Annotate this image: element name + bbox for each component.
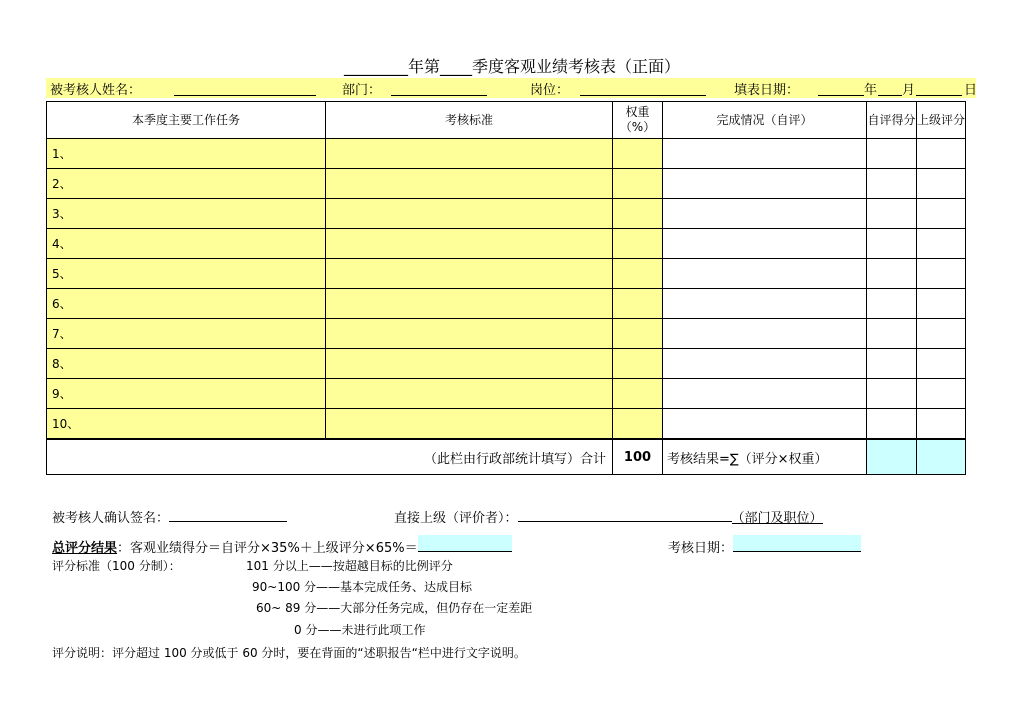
month-label: 月: [902, 83, 916, 98]
form-title: [0, 54, 1024, 77]
self-score-cell[interactable]: [867, 199, 917, 229]
self-score-cell[interactable]: [867, 319, 917, 349]
month-field[interactable]: [878, 80, 902, 96]
weight-cell[interactable]: [613, 379, 663, 409]
self-score-cell[interactable]: [867, 289, 917, 319]
header-weight: 权重（%）: [613, 102, 663, 139]
self-score-cell[interactable]: [867, 349, 917, 379]
standard-cell[interactable]: [326, 199, 613, 229]
confirm-signature-field[interactable]: [169, 505, 287, 522]
standard-cell[interactable]: [326, 139, 613, 169]
weight-cell[interactable]: [613, 169, 663, 199]
task-cell[interactable]: 7、: [47, 319, 326, 349]
standard-item-2: 90~100 分——基本完成任务、达成目标: [252, 580, 473, 594]
completion-cell[interactable]: [663, 319, 867, 349]
completion-cell[interactable]: [663, 289, 867, 319]
confirm-signature-line: [52, 505, 287, 526]
supervisor-score-cell[interactable]: [917, 379, 966, 409]
title-text: 年第____季度客观业绩考核表（正面）: [407, 57, 680, 76]
standard-cell[interactable]: [326, 379, 613, 409]
scoring-note: 评分说明：评分超过 100 分或低于 60 分时，要在背面的“述职报告“栏中进行文字说明。: [52, 646, 526, 660]
completion-cell[interactable]: [663, 139, 867, 169]
supervisor-score-cell[interactable]: [917, 199, 966, 229]
date-label: 填表日期：: [734, 83, 800, 98]
total-result-field[interactable]: [418, 535, 512, 552]
supervisor-score-cell[interactable]: [917, 229, 966, 259]
standard-cell[interactable]: [326, 319, 613, 349]
info-bar: [46, 78, 976, 98]
self-score-cell[interactable]: [867, 379, 917, 409]
table-row: [47, 229, 966, 259]
completion-cell[interactable]: [663, 409, 867, 440]
review-date-label: 考核日期：: [668, 541, 734, 556]
result-supervisor-score-cell[interactable]: [917, 439, 966, 475]
completion-cell[interactable]: [663, 169, 867, 199]
task-cell[interactable]: 10、: [47, 409, 326, 440]
task-cell[interactable]: 1、: [47, 139, 326, 169]
weight-cell[interactable]: [613, 409, 663, 440]
header-supervisor-score: 上级评分: [917, 102, 966, 139]
result-label: 考核结果=∑（评分×权重）: [663, 439, 867, 475]
table-row: [47, 289, 966, 319]
year-blank: ________: [343, 57, 408, 76]
dept-field[interactable]: [391, 80, 487, 96]
supervisor-score-cell[interactable]: [917, 169, 966, 199]
task-cell[interactable]: 2、: [47, 169, 326, 199]
task-cell[interactable]: 3、: [47, 199, 326, 229]
standard-cell[interactable]: [326, 289, 613, 319]
supervisor-line: [394, 505, 823, 526]
dept-post-label: （部门及职位）: [732, 507, 823, 524]
supervisor-score-cell[interactable]: [917, 139, 966, 169]
task-cell[interactable]: 8、: [47, 349, 326, 379]
self-score-cell[interactable]: [867, 139, 917, 169]
task-cell[interactable]: 9、: [47, 379, 326, 409]
weight-cell[interactable]: [613, 199, 663, 229]
task-cell[interactable]: 6、: [47, 289, 326, 319]
completion-cell[interactable]: [663, 199, 867, 229]
post-field[interactable]: [580, 80, 706, 96]
supervisor-label: 直接上级（评价者）：: [394, 511, 518, 526]
weight-cell[interactable]: [613, 229, 663, 259]
standard-cell[interactable]: [326, 349, 613, 379]
completion-cell[interactable]: [663, 349, 867, 379]
total-result-label: 总评分结果: [52, 541, 118, 556]
supervisor-score-cell[interactable]: [917, 349, 966, 379]
self-score-cell[interactable]: [867, 229, 917, 259]
table-row: [47, 319, 966, 349]
supervisor-score-cell[interactable]: [917, 319, 966, 349]
completion-cell[interactable]: [663, 379, 867, 409]
table-row: [47, 199, 966, 229]
standard-item-3: 60~ 89 分——大部分任务完成，但仍存在一定差距: [256, 601, 533, 615]
standard-cell[interactable]: [326, 169, 613, 199]
total-result-formula: ：客观业绩得分＝自评分×35%＋上级评分×65%＝: [117, 541, 418, 556]
standard-label: 评分标准（100 分制）：: [52, 559, 181, 573]
weight-cell[interactable]: [613, 259, 663, 289]
assessment-table: [46, 101, 966, 475]
total-row: [47, 439, 966, 475]
table-header-row: [47, 102, 966, 139]
table-row: [47, 169, 966, 199]
table-row: [47, 409, 966, 440]
task-cell[interactable]: 5、: [47, 259, 326, 289]
year-field[interactable]: [818, 80, 864, 96]
completion-cell[interactable]: [663, 259, 867, 289]
table-row: [47, 349, 966, 379]
confirm-label: 被考核人确认签名：: [52, 511, 170, 526]
weight-cell[interactable]: [613, 319, 663, 349]
header-completion: 完成情况（自评）: [663, 102, 867, 139]
supervisor-score-cell[interactable]: [917, 409, 966, 440]
header-task: 本季度主要工作任务: [47, 102, 326, 139]
name-label: 被考核人姓名：: [50, 83, 142, 98]
completion-cell[interactable]: [663, 229, 867, 259]
result-self-score-cell[interactable]: [867, 439, 917, 475]
day-field[interactable]: [916, 80, 962, 96]
review-date-field[interactable]: [733, 535, 861, 552]
header-self-score: 自评得分: [867, 102, 917, 139]
task-cell[interactable]: 4、: [47, 229, 326, 259]
post-label: 岗位：: [530, 83, 570, 98]
supervisor-score-cell[interactable]: [917, 259, 966, 289]
weight-cell[interactable]: [613, 349, 663, 379]
year-label: 年: [864, 83, 878, 98]
review-date-line: [668, 535, 861, 556]
table-row: [47, 379, 966, 409]
total-result-line: [52, 535, 512, 556]
standard-item-1: 101 分以上——按超越目标的比例评分: [246, 559, 453, 573]
supervisor-score-cell[interactable]: [917, 289, 966, 319]
name-field[interactable]: [174, 80, 316, 96]
total-label: （此栏由行政部统计填写）合计: [47, 439, 613, 475]
standard-cell[interactable]: [326, 409, 613, 440]
standard-cell[interactable]: [326, 259, 613, 289]
total-value: 100: [613, 439, 663, 475]
weight-cell[interactable]: [613, 139, 663, 169]
dept-label: 部门：: [342, 83, 382, 98]
standard-cell[interactable]: [326, 229, 613, 259]
table-row: [47, 139, 966, 169]
self-score-cell[interactable]: [867, 259, 917, 289]
supervisor-field[interactable]: [518, 505, 732, 522]
standard-item-4: 0 分——未进行此项工作: [294, 623, 426, 637]
self-score-cell[interactable]: [867, 169, 917, 199]
self-score-cell[interactable]: [867, 409, 917, 440]
header-standard: 考核标准: [326, 102, 613, 139]
weight-cell[interactable]: [613, 289, 663, 319]
day-label: 日: [964, 83, 978, 98]
table-row: [47, 259, 966, 289]
